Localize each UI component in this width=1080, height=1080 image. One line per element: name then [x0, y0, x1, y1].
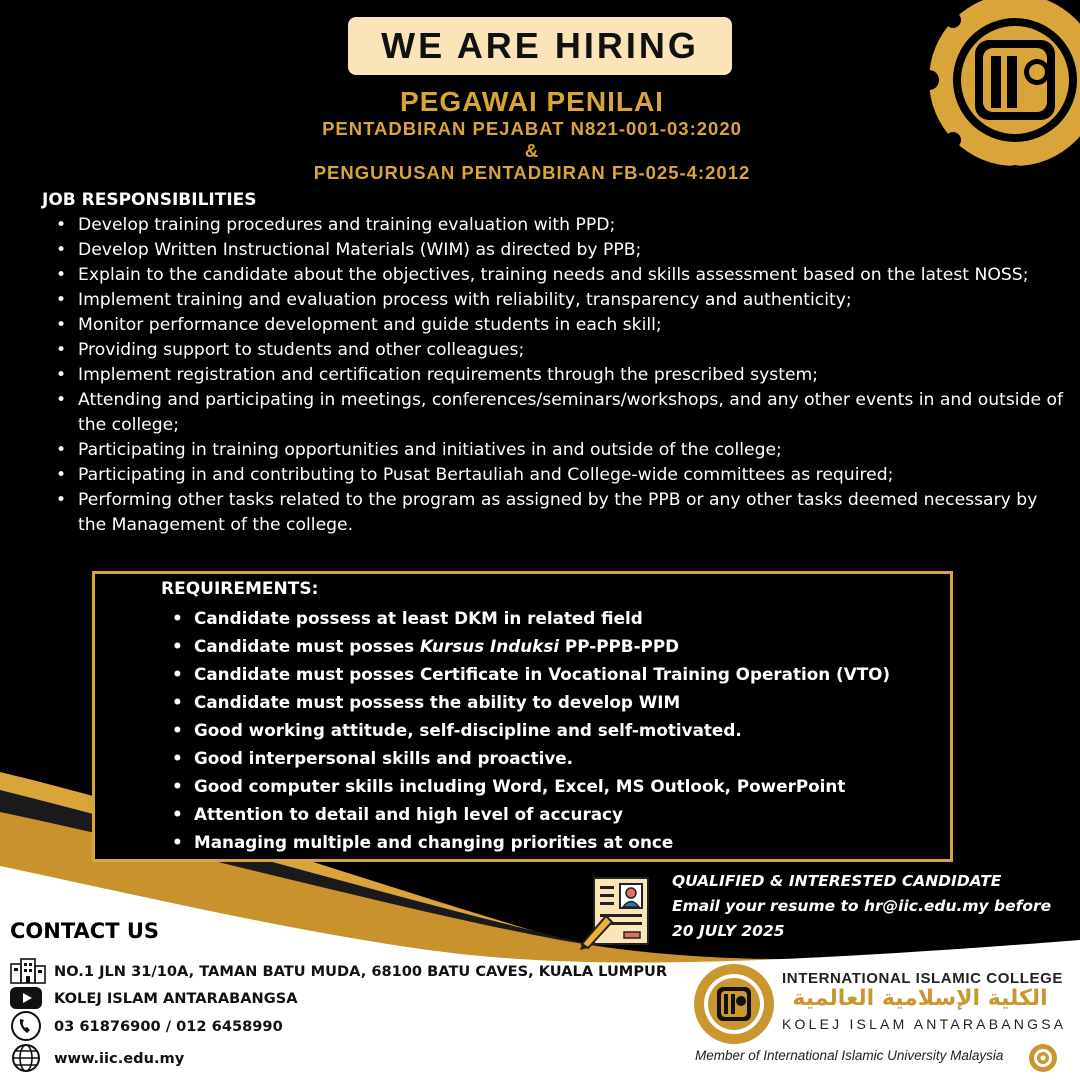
responsibilities-list [56, 213, 1066, 538]
job-subtitle-1: PENTADBIRAN PEJABAT N821-001-03:2020 [322, 118, 742, 139]
contact-youtube [10, 983, 298, 1013]
resume-icon [580, 872, 658, 950]
college-name-en: INTERNATIONAL ISLAMIC COLLEGE [782, 970, 1064, 987]
responsibilities-heading: JOB RESPONSIBILITIES [42, 190, 257, 210]
list-item: • Good computer skills including Word, Excel, MS Outlook, PowerPoint [172, 772, 942, 800]
requirement-text: PP-PPB-PPD [559, 636, 680, 656]
application-line-3: 20 JULY 2025 [672, 922, 785, 940]
list-item: • Performing other tasks related to the program as assigned by the PPB or any other tasks deemed necessary by the Management of the college. [56, 488, 1066, 538]
phone-number[interactable]: 03 61876900 / 012 6458990 [54, 1017, 283, 1035]
job-title: PEGAWAI PENILAI [400, 86, 664, 117]
address-text: NO.1 JLN 31/10A, TAMAN BATU MUDA, 68100 BATU CAVES, KUALA LUMPUR [54, 962, 668, 980]
list-item: • Good interpersonal skills and proactive. [172, 744, 942, 772]
hiring-badge: WE ARE HIRING [348, 17, 732, 75]
requirement-text: Candidate must posses [194, 636, 420, 656]
list-item: • Attention to detail and high level of accuracy [172, 800, 942, 828]
website-link[interactable]: www.iic.edu.my [54, 1049, 185, 1067]
application-note [672, 869, 1072, 944]
list-item: • Providing support to students and other colleagues; [56, 338, 1066, 363]
subtitle-ampersand: & [524, 140, 540, 161]
application-line-2: Email your resume to hr@iic.edu.my before [672, 897, 1052, 915]
list-item: • Candidate possess at least DKM in related field [172, 604, 942, 632]
list-item: • Participating in training opportunities and initiatives in and outside of the college; [56, 438, 1066, 463]
list-item: • Develop training procedures and training evaluation with PPD; [56, 213, 1066, 238]
member-note: Member of International Islamic University Malaysia [695, 1048, 1004, 1063]
college-name-ms: KOLEJ ISLAM ANTARABANGSA [782, 1016, 1067, 1032]
list-item: • Implement registration and certification requirements through the prescribed system; [56, 363, 1066, 388]
contact-heading: CONTACT US [10, 919, 160, 943]
list-item: • Monitor performance development and guide students in each skill; [56, 313, 1066, 338]
list-item: • Managing multiple and changing priorities at once [172, 828, 942, 856]
list-item: • Implement training and evaluation process with reliability, transparency and authenticity; [56, 288, 1066, 313]
list-item: • Attending and participating in meetings, conferences/seminars/workshops, and any other events in and outside of the college; [56, 388, 1066, 438]
list-item: • Good working attitude, self-discipline and self-motivated. [172, 716, 942, 744]
contact-address [10, 956, 667, 986]
list-item: • Develop Written Instructional Materials (WIM) as directed by PPB; [56, 238, 1066, 263]
requirement-italic-text: Kursus Induksi [419, 636, 560, 656]
youtube-icon [10, 983, 46, 1013]
requirements-heading: REQUIREMENTS: [161, 579, 319, 599]
list-item: • Candidate must possess the ability to develop WIM [172, 688, 942, 716]
globe-icon [10, 1043, 46, 1073]
contact-phone [10, 1011, 283, 1041]
phone-icon [10, 1011, 46, 1041]
iium-logo-icon [1028, 1043, 1058, 1073]
youtube-channel[interactable]: KOLEJ ISLAM ANTARABANGSA [54, 989, 298, 1007]
building-icon [10, 956, 46, 986]
college-logo-icon [692, 962, 776, 1046]
requirements-list [172, 604, 942, 856]
list-item: • Participating in and contributing to Pusat Bertauliah and College-wide committees as required; [56, 463, 1066, 488]
job-subtitle-2: PENGURUSAN PENTADBIRAN FB-025-4:2012 [313, 162, 751, 183]
contact-website [10, 1043, 184, 1073]
list-item [172, 632, 942, 660]
list-item: • Explain to the candidate about the objectives, training needs and skills assessment based on the latest NOSS; [56, 263, 1066, 288]
application-line-1: QUALIFIED & INTERESTED CANDIDATE [672, 872, 1002, 890]
college-name-ar: الكلية الإسلامية العالمية [792, 986, 1048, 1011]
list-item: • Candidate must posses Certificate in Vocational Training Operation (VTO) [172, 660, 942, 688]
